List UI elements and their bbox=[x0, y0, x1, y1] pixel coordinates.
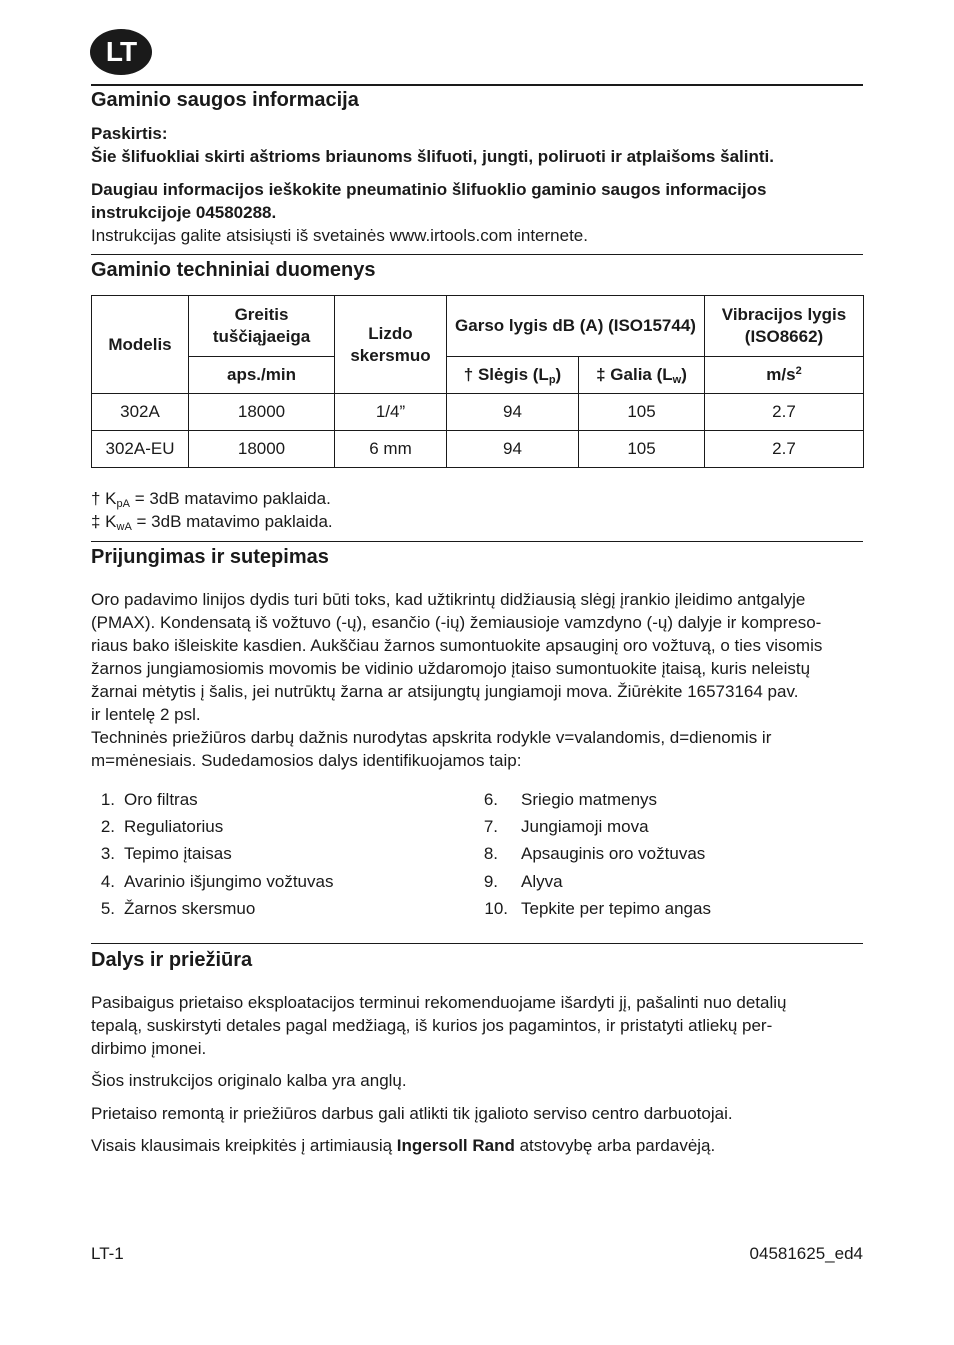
footnote-power: ‡ $K_{wA} = 3dB$ matavimo paklaida. bbox=[91, 512, 333, 533]
original-language-note: Šios instrukcijos originalo kalba yra anglų. bbox=[91, 1071, 407, 1090]
parts-paragraph: Pasibaigus prietaiso eksploatacijos terminui rekomenduojame išardyti jį, pašalinti nuo detalių tepalą, suskirstyti detales pagal medžiagą, iš kurios jos pagamintos, ir pristatyti atliekų per- dirbimo įmonei. bbox=[91, 993, 787, 1058]
download-note: Instrukcijas galite atsisiųsti iš svetainės www.irtools.com internete. bbox=[91, 226, 588, 245]
list-item: 8. Apsauginis oro vožtuvas bbox=[483, 844, 706, 864]
language-badge: LT bbox=[90, 29, 152, 75]
unit-speed: aps./min bbox=[189, 357, 335, 394]
list-item: 5. Žarnos skersmuo bbox=[100, 898, 256, 918]
page-number: LT-1 bbox=[91, 1244, 124, 1263]
section-heading-safety: Gaminio saugos informacija bbox=[91, 89, 359, 111]
cell-speed: 18000 bbox=[189, 431, 335, 468]
header-speed: Greitis tuščiąjaeiga bbox=[189, 296, 335, 357]
brand-name: Ingersoll Rand bbox=[396, 1136, 515, 1155]
cell-vibration: 2.7 bbox=[705, 394, 864, 431]
section-divider bbox=[91, 84, 863, 86]
list-item: 4. Avarinio išjungimo vožtuvas bbox=[100, 871, 334, 891]
list-item: 2. Reguliatorius bbox=[100, 817, 224, 837]
list-item: 6. Sriegio matmenys bbox=[483, 790, 658, 809]
section-heading-connection: Prijungimas ir sutepimas bbox=[91, 546, 329, 568]
document-id: 04581625_ed4 bbox=[749, 1244, 863, 1263]
list-item: 7. Jungiamoji mova bbox=[483, 817, 649, 837]
list-item: 3. Tepimo įtaisas bbox=[100, 844, 232, 864]
purpose-text: Šie šlifuokliai skirti aštrioms briaunoms šlifuoti, jungti, poliruoti ir atplaišoms šalinti. bbox=[91, 147, 774, 166]
cell-collet: 6 mm bbox=[335, 431, 447, 468]
cell-vibration: 2.7 bbox=[705, 431, 864, 468]
unit-power: ‡ Galia $(L_w)$ bbox=[579, 357, 705, 394]
footnote-pressure: † $K_{pA} = 3dB$ matavimo paklaida. bbox=[91, 489, 331, 510]
contact-note: Visais klausimais kreipkitės į artimiausią Ingersoll Rand atstovybę arba pardavėją. bbox=[91, 1136, 716, 1155]
unit-pressure: † Slėgis $(L_p)$ bbox=[447, 357, 579, 394]
table-row bbox=[92, 394, 864, 431]
cell-speed: 18000 bbox=[189, 394, 335, 431]
section-divider bbox=[91, 254, 863, 255]
section-heading-technical: Gaminio techniniai duomenys bbox=[91, 259, 376, 281]
cell-power: 105 bbox=[579, 394, 705, 431]
components-list-right bbox=[474, 788, 854, 924]
header-collet: Lizdo skersmuo bbox=[335, 296, 447, 394]
header-sound: Garso lygis dB (A) (ISO15744) bbox=[447, 296, 705, 357]
table-row bbox=[92, 431, 864, 468]
cell-power: 105 bbox=[579, 431, 705, 468]
section-divider bbox=[91, 541, 863, 542]
service-note: Prietaiso remontą ir priežiūros darbus gali atlikti tik įgalioto serviso centro darbuotojai. bbox=[91, 1104, 733, 1123]
cell-collet: 1/4” bbox=[335, 394, 447, 431]
list-item: 1. Oro filtras bbox=[100, 790, 198, 809]
cell-model: 302A-EU bbox=[92, 431, 189, 468]
section-divider bbox=[91, 943, 863, 944]
section-heading-parts: Dalys ir priežiūra bbox=[91, 949, 253, 971]
connection-paragraph: Oro padavimo linijos dydis turi būti toks, kad užtikrintų didžiausią slėgį įrankio įleidimo antgalyje (PMAX). Kondensatą iš vožtuvo (-ų), esančio (-ių) žemiausioje vamzdyno (-ų) dalyje ir kompreso- riaus bako išleiskite kasdien. Aukščiau žarnos sumontuokite apsauginį oro vožtuvą, o ties visomis žarnos jungiamosiomis movomis be vidinio uždaromojo įtaiso sumontuokite įtaisą, kuris neleistų žarnai mėtytis į šalis, jei nutrūktų žarna ar atsijungtų jungiamoji mova. Žiūrėkite 16573164 pav. ir lentelę 2 psl. Techninės priežiūros darbų dažnis nurodytas apskrita rodykle v=valandomis, d=dienomis ir m=mėnesiais. Sudedamosios dalys identifikuojamos taip: bbox=[91, 590, 823, 770]
cell-pressure: 94 bbox=[447, 394, 579, 431]
cell-pressure: 94 bbox=[447, 431, 579, 468]
header-model: Modelis bbox=[92, 296, 189, 394]
spec-table bbox=[91, 295, 864, 468]
more-info-text: Daugiau informacijos ieškokite pneumatinio šlifuoklio gaminio saugos informacijos instrukcijoje 04580288. bbox=[91, 180, 767, 222]
components-list-left bbox=[91, 788, 451, 924]
cell-model: 302A bbox=[92, 394, 189, 431]
header-vibration: Vibracijos lygis (ISO8662) bbox=[705, 296, 864, 357]
purpose-label: Paskirtis: bbox=[91, 124, 168, 143]
list-item: 10. Tepkite per tepimo angas bbox=[484, 898, 711, 918]
unit-vibration: $m/s^2$ bbox=[705, 357, 864, 394]
list-item: 9. Alyva bbox=[483, 871, 563, 891]
